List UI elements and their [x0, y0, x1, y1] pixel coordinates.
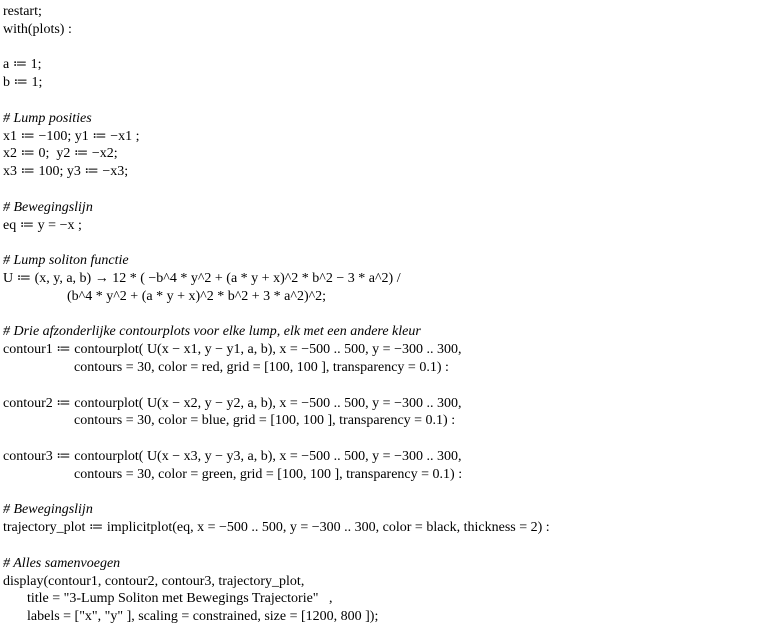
code-line-u-denominator[interactable]: (b^4 * y^2 + (a * y + x)^2 * b^2 + 3 * a^2)^2; [67, 288, 327, 304]
code-line-restart[interactable]: restart; [3, 4, 42, 19]
blank-line [3, 537, 765, 555]
blank-line [3, 181, 765, 199]
code-line-contour2-options[interactable]: contours = 30, color = blue, grid = [100, 100 ], transparency = 0.1) : [74, 413, 456, 429]
code-line-contour1-options[interactable]: contours = 30, color = red, grid = [100, 100 ], transparency = 0.1) : [74, 359, 449, 375]
comment-lump-posities[interactable]: # Lump posities [3, 110, 92, 126]
code-line-display[interactable]: display(contour1, contour2, contour3, trajectory_plot, [3, 573, 305, 589]
code-line-eq[interactable]: eq ≔ y = −x ; [3, 217, 82, 233]
comment-drie-contourplots[interactable]: # Drie afzonderlijke contourplots voor elke lump, elk met een andere kleur [3, 324, 421, 340]
code-line-contour3-options[interactable]: contours = 30, color = green, grid = [100, 100 ], transparency = 0.1) : [74, 466, 463, 482]
blank-line [3, 234, 765, 252]
code-line-u-definition[interactable]: U ≔ (x, y, a, b) → 12 * ( −b^4 * y^2 + (a * y + x)^2 * b^2 − 3 * a^2) / [3, 270, 401, 286]
code-line-lump3-position[interactable]: x3 ≔ 100; y3 ≔ −x3; [3, 164, 129, 180]
code-line-contour1[interactable]: contour1 ≔ contourplot( U(x − x1, y − y1, a, b), x = −500 .. 500, y = −300 .. 300, [3, 342, 462, 358]
blank-line [3, 484, 765, 502]
maple-worksheet[interactable] [3, 3, 765, 626]
comment-lump-soliton-functie[interactable]: # Lump soliton functie [3, 253, 129, 269]
code-line-contour2[interactable]: contour2 ≔ contourplot( U(x − x2, y − y2, a, b), x = −500 .. 500, y = −300 .. 300, [3, 395, 462, 411]
comment-bewegingslijn-2[interactable]: # Bewegingslijn [3, 502, 93, 518]
code-line-display-labels[interactable]: labels = ["x", "y" ], scaling = constrained, size = [1200, 800 ]); [27, 609, 379, 625]
code-line-display-title[interactable]: title = "3-Lump Soliton met Bewegings Trajectorie" , [27, 591, 333, 607]
code-line-lump2-position[interactable]: x2 ≔ 0; y2 ≔ −x2; [3, 146, 118, 162]
code-line-lump1-position[interactable]: x1 ≔ −100; y1 ≔ −x1 ; [3, 128, 140, 144]
code-line-assign-b[interactable]: b ≔ 1; [3, 75, 43, 91]
code-line-assign-a[interactable]: a ≔ 1; [3, 57, 42, 73]
blank-line [3, 430, 765, 448]
blank-line [3, 377, 765, 395]
code-line-with-plots[interactable]: with(plots) : [3, 21, 72, 37]
comment-bewegingslijn[interactable]: # Bewegingslijn [3, 199, 93, 215]
code-line-contour3[interactable]: contour3 ≔ contourplot( U(x − x3, y − y3, a, b), x = −500 .. 500, y = −300 .. 300, [3, 448, 462, 464]
blank-line [3, 306, 765, 324]
blank-line [3, 92, 765, 110]
blank-line [3, 39, 765, 57]
code-line-trajectory-plot[interactable]: trajectory_plot ≔ implicitplot(eq, x = −500 .. 500, y = −300 .. 300, color = black, thickness = 2) : [3, 520, 550, 536]
comment-alles-samenvoegen[interactable]: # Alles samenvoegen [3, 555, 121, 571]
